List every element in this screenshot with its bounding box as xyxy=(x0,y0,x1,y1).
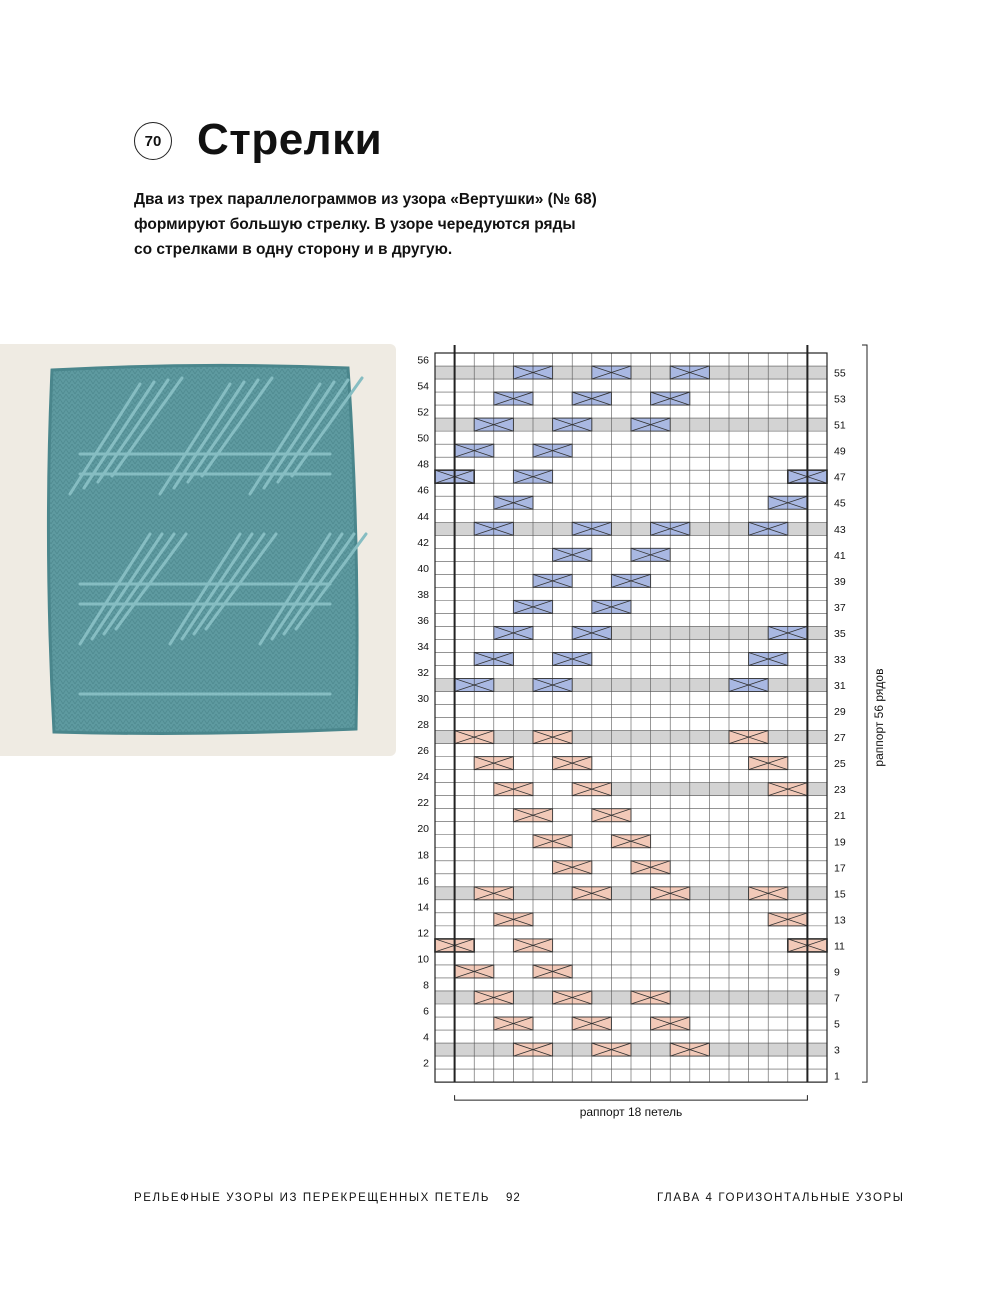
row-repeat-label: раппорт 56 рядов xyxy=(872,668,886,767)
row-number-left: 4 xyxy=(423,1031,429,1044)
row-number-left: 8 xyxy=(423,979,429,992)
row-number-left: 20 xyxy=(417,823,429,836)
row-number-left: 44 xyxy=(417,510,429,523)
row-number-right: 35 xyxy=(834,627,846,640)
pattern-number-badge xyxy=(134,122,172,160)
page-number: 92 xyxy=(506,1192,521,1204)
row-number-left: 26 xyxy=(417,745,429,758)
row-number-right: 25 xyxy=(834,758,846,771)
row-number-right: 41 xyxy=(834,549,846,562)
row-number-right: 27 xyxy=(834,732,846,745)
row-number-right: 39 xyxy=(834,575,846,588)
row-number-left: 50 xyxy=(417,432,429,445)
row-number-right: 23 xyxy=(834,784,846,797)
row-number-right: 11 xyxy=(834,940,845,953)
description-line: со стрелками в одну сторону и в другую. xyxy=(134,241,453,258)
row-number-right: 17 xyxy=(834,862,846,875)
row-number-right: 1 xyxy=(834,1070,840,1083)
row-number-right: 5 xyxy=(834,1018,840,1031)
row-number-right: 47 xyxy=(834,471,846,484)
row-number-right: 29 xyxy=(834,706,846,719)
row-number-left: 30 xyxy=(417,693,429,706)
row-repeat-bracket xyxy=(862,345,867,1082)
row-number-left: 54 xyxy=(417,380,429,393)
description-line: Два из трех параллелограммов из узора «Вертушки» (№ 68) xyxy=(134,191,597,208)
row-number-right: 33 xyxy=(834,653,846,666)
row-number-left: 12 xyxy=(417,927,429,940)
knitting-chart xyxy=(410,338,886,1120)
row-number-left: 42 xyxy=(417,536,429,549)
row-number-right: 9 xyxy=(834,966,840,979)
footer-book-title: РЕЛЬЕФНЫЕ УЗОРЫ ИЗ ПЕРЕКРЕЩЕННЫХ ПЕТЕЛЬ xyxy=(134,1192,491,1204)
row-number-right: 45 xyxy=(834,497,846,510)
row-number-left: 38 xyxy=(417,588,429,601)
row-number-left: 28 xyxy=(417,719,429,732)
pattern-title: Стрелки xyxy=(197,115,383,164)
row-number-right: 49 xyxy=(834,445,846,458)
row-number-right: 19 xyxy=(834,836,846,849)
row-number-left: 6 xyxy=(423,1005,429,1018)
row-number-right: 37 xyxy=(834,601,846,614)
description-line: формируют большую стрелку. В узоре чередуются ряды xyxy=(134,216,576,233)
row-number-left: 56 xyxy=(417,354,429,367)
knitted-swatch-photo xyxy=(0,344,396,756)
row-number-left: 36 xyxy=(417,614,429,627)
row-number-right: 31 xyxy=(834,680,846,693)
row-number-left: 32 xyxy=(417,666,429,679)
row-number-left: 18 xyxy=(417,849,429,862)
row-number-right: 15 xyxy=(834,888,846,901)
row-number-left: 16 xyxy=(417,875,429,888)
row-number-left: 14 xyxy=(417,901,429,914)
row-number-left: 48 xyxy=(417,458,429,471)
row-number-left: 46 xyxy=(417,484,429,497)
swatch-fabric xyxy=(48,365,357,733)
stitch-repeat-bracket xyxy=(455,1095,808,1100)
footer-chapter-title: ГЛАВА 4 ГОРИЗОНТАЛЬНЫЕ УЗОРЫ xyxy=(657,1192,905,1204)
row-number-right: 55 xyxy=(834,367,846,380)
row-number-left: 40 xyxy=(417,562,429,575)
pattern-description xyxy=(134,187,634,262)
row-number-right: 53 xyxy=(834,393,846,406)
row-number-left: 10 xyxy=(417,953,429,966)
row-number-left: 24 xyxy=(417,771,429,784)
row-number-right: 3 xyxy=(834,1044,840,1057)
row-number-right: 51 xyxy=(834,419,846,432)
row-number-right: 13 xyxy=(834,914,846,927)
row-number-left: 22 xyxy=(417,797,429,810)
row-number-right: 7 xyxy=(834,992,840,1005)
row-number-right: 43 xyxy=(834,523,846,536)
stitch-repeat-label: раппорт 18 петель xyxy=(579,1105,683,1120)
swatch-image xyxy=(0,344,396,756)
row-number-right: 21 xyxy=(834,810,846,823)
row-number-left: 52 xyxy=(417,406,429,419)
pattern-number: 70 xyxy=(144,132,162,150)
row-number-left: 2 xyxy=(423,1057,429,1070)
row-number-left: 34 xyxy=(417,640,429,653)
